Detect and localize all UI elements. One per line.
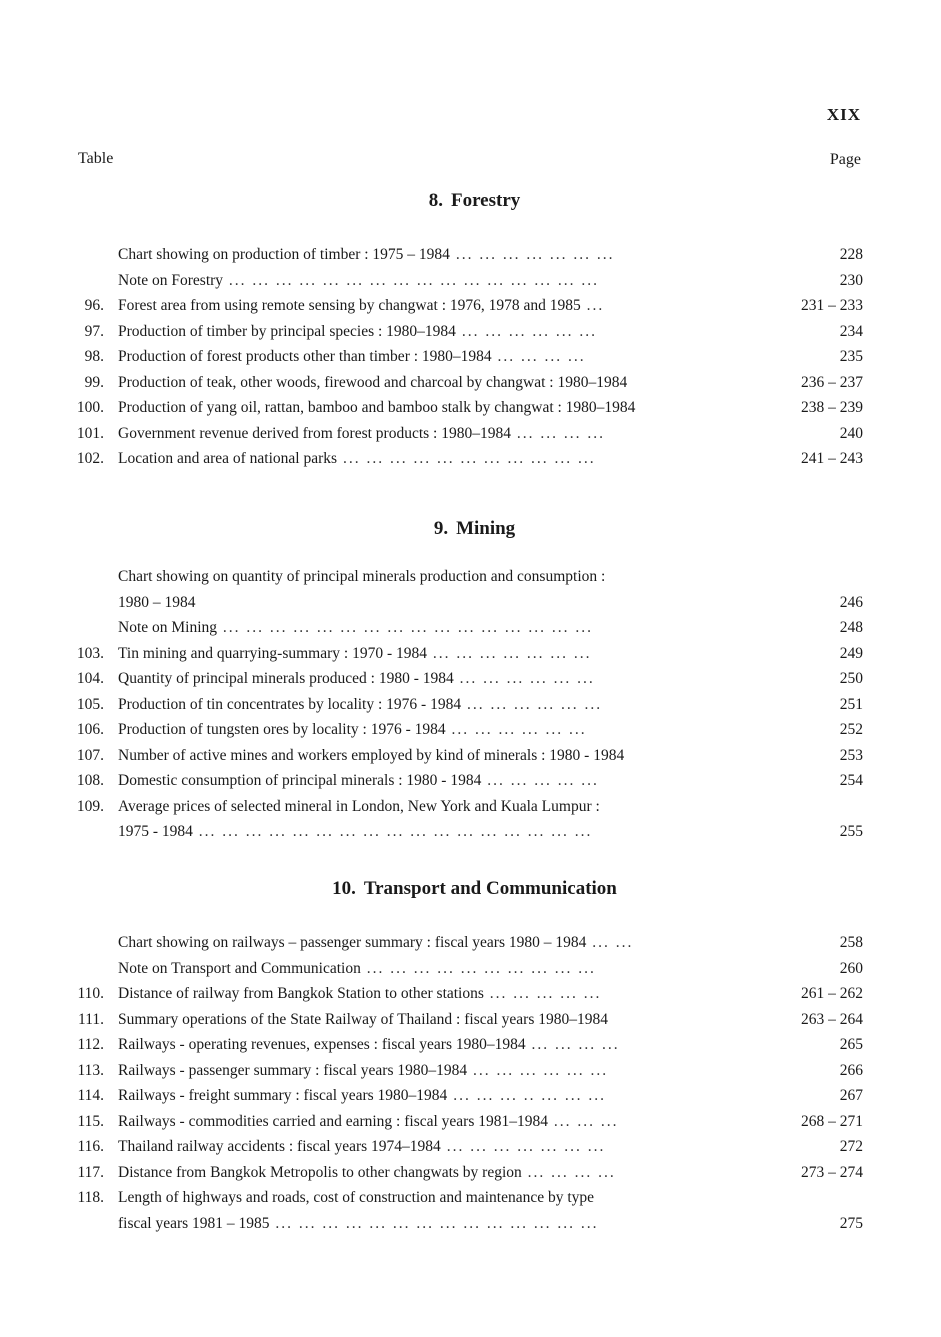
entry-title: Number of active mines and workers employed by kind of minerals : 1980 - 1984 [118,746,625,764]
toc-entry-continuation [0,590,941,616]
entry-title: Production of forest products other than timber : 1980–1984 [118,348,492,365]
toc-entry[interactable] [0,319,941,345]
toc-entry[interactable] [0,1058,941,1084]
entry-number: 115. [77,1112,104,1130]
entry-title: Railways - commodities carried and earning : fiscal years 1981–1984 [118,1112,548,1130]
entry-page: 261 – 262 [801,985,863,1002]
entry-title-wrap [118,268,768,294]
section-number: 9. [433,518,449,539]
section-title-text: Forestry [450,190,521,211]
dot-leader: ... ... ... ... ... ... ... ... ... ... ... ... ... ... ... ... [217,619,594,636]
entry-page: 268 – 271 [801,1112,863,1130]
toc-entry[interactable] [0,1134,941,1160]
entry-number: 99. [84,373,104,391]
entry-title-wrap [118,446,768,472]
toc-entry[interactable] [0,768,941,794]
entry-number: 98. [84,348,104,365]
page-roman-numeral: XIX [826,105,861,124]
section-number: 10. [332,878,356,899]
entry-number: 100. [76,399,104,416]
entry-page: 250 [839,670,863,687]
dot-leader: ... ... ... ... [525,1036,620,1053]
entry-title-wrap [118,615,768,641]
entry-page: 252 [839,721,863,738]
entry-title-wrap [118,319,768,345]
entry-title: Location and area of national parks [118,450,338,467]
entry-title: Distance from Bangkok Metropolis to other changwats by region [118,1163,522,1181]
entry-page: 260 [839,959,863,977]
section-title [0,190,941,220]
entry-title: Government revenue derived from forest products : 1980–1984 [118,424,511,442]
section-title-text: Transport and Communication [363,878,617,899]
toc-entry[interactable] [0,564,941,590]
toc-entry[interactable] [0,692,941,718]
entry-page: 267 [839,1087,863,1104]
entry-title-wrap [118,1134,768,1160]
dot-leader: ... ... ... ... ... ... [455,322,597,340]
section-mining [0,518,941,845]
entry-page: 238 – 239 [801,399,863,416]
entry-title: Thailand railway accidents : fiscal years 1974–1984 [118,1138,441,1155]
toc-entry[interactable] [0,641,941,667]
entry-page: 231 – 233 [801,297,863,314]
section-title [0,878,941,908]
entry-title: Railways - operating revenues, expenses : fiscal years 1980–1984 [118,1036,526,1053]
entry-title: Production of tungsten ores by locality : 1976 - 1984 [118,721,446,738]
entry-title: Production of tin concentrates by locality : 1976 - 1984 [118,695,462,713]
entry-page: 230 [839,271,863,289]
entry-title-wrap [118,1058,768,1084]
entry-title-wrap [118,768,768,794]
entry-page: 236 – 237 [801,373,863,391]
toc-entry[interactable] [0,395,941,421]
entry-number: 103. [76,644,104,662]
entry-title: Domestic consumption of principal minerals : 1980 - 1984 [118,772,482,789]
section-title [0,518,941,548]
entry-title: Production of timber by principal species : 1980–1984 [118,322,456,340]
entry-title: Length of highways and roads, cost of construction and maintenance by type [118,1189,595,1206]
entry-number: 97. [84,322,104,340]
entry-number: 116. [77,1138,104,1155]
dot-leader: ... ... ... ... ... [481,772,599,789]
dot-leader: ... ... ... [548,1112,619,1130]
section-title-text: Mining [456,518,516,539]
dot-leader: ... ... ... ... ... ... [453,670,595,687]
dot-leader: ... ... ... .. ... ... ... [447,1087,606,1104]
entry-number: 108. [76,772,104,789]
toc-entry[interactable] [0,666,941,692]
entry-number: 110. [77,985,104,1002]
entry-title-wrap [118,293,768,319]
entry-title: Chart showing on railways – passenger summary : fiscal years 1980 – 1984 [118,934,587,951]
toc-entry[interactable] [0,956,941,982]
dot-leader: ... ... ... ... ... ... [445,721,587,738]
toc-entry[interactable] [0,1160,941,1186]
entry-title-wrap [118,344,768,370]
entry-page: 246 [839,593,863,611]
dot-leader: ... ... ... ... [521,1163,616,1181]
dot-leader: ... ... ... ... ... ... [461,695,603,713]
entry-continuation-text: fiscal years 1981 – 1985 [118,1214,270,1232]
entry-page: 255 [839,823,863,840]
entry-title-wrap [118,1160,768,1186]
entry-page: 240 [839,424,863,442]
dot-leader: ... [580,297,605,314]
entry-page: 234 [839,322,863,340]
entry-page: 241 – 243 [801,450,863,467]
entry-title: Production of teak, other woods, firewood and charcoal by changwat : 1980–1984 [118,373,628,391]
section-forestry [0,190,941,472]
table-column-header: Table [78,150,114,167]
entry-number: 109. [76,797,104,815]
entry-title-wrap [118,1032,768,1058]
entry-title-wrap [118,794,768,820]
toc-entry[interactable] [0,268,941,294]
entry-number: 96. [84,297,104,314]
entry-page: 251 [839,695,863,713]
entry-title: Note on Transport and Communication [118,959,361,977]
toc-entry[interactable] [0,1083,941,1109]
dot-leader: ... ... ... ... [491,348,586,365]
entry-title-wrap [118,956,768,982]
toc-entry[interactable] [0,930,941,956]
entry-number: 114. [77,1087,104,1104]
entry-number: 113. [77,1061,104,1079]
entry-title: Quantity of principal minerals produced : 1980 - 1984 [118,670,454,687]
entry-page: 254 [839,772,863,789]
page-column-header: Page [829,151,861,168]
dot-leader: ... ... ... ... ... ... ... ... ... ... ... ... ... ... ... ... ... [192,823,593,840]
dot-leader: ... ... ... ... ... ... ... [426,644,592,662]
entry-title-wrap [118,421,768,447]
entry-title-wrap [118,395,768,421]
dot-leader: ... ... ... ... ... ... ... ... ... ... [360,959,596,977]
entry-title: Note on Forestry [118,271,224,289]
toc-entry[interactable] [0,717,941,743]
entry-number: 118. [77,1189,104,1206]
entry-page: 266 [839,1061,863,1079]
entry-title-wrap [118,1185,768,1211]
entry-title: Note on Mining [118,619,218,636]
toc-entry-continuation [0,819,941,845]
toc-entry[interactable] [0,242,941,268]
toc-entry-continuation [0,1211,941,1237]
entry-continuation-text: 1980 – 1984 [118,593,196,611]
toc-entry[interactable] [0,794,941,820]
entry-title-wrap [118,743,768,769]
toc-entry[interactable] [0,293,941,319]
entry-page: 253 [839,746,863,764]
dot-leader: ... ... ... ... ... ... [467,1061,609,1079]
entry-page: 235 [839,348,863,365]
entry-continuation-wrap [118,590,768,616]
entry-number: 105. [76,695,104,713]
toc-entry[interactable] [0,1109,941,1135]
dot-leader: ... ... ... ... ... ... ... ... ... ... ... ... ... ... [269,1214,599,1232]
dot-leader: ... ... [586,934,634,951]
entry-continuation-wrap [118,819,768,845]
entry-title-wrap [118,1109,768,1135]
entry-title: Tin mining and quarrying-summary : 1970 - 1984 [118,644,427,662]
entry-number: 107. [76,746,104,764]
entry-continuation-text: 1975 - 1984 [118,823,193,840]
entry-page: 265 [839,1036,863,1053]
entry-number: 102. [76,450,104,467]
entry-title-wrap [118,1083,768,1109]
entry-title: Railways - passenger summary : fiscal years 1980–1984 [118,1061,468,1079]
entry-page: 273 – 274 [801,1163,863,1181]
entry-page: 248 [839,619,863,636]
entry-title: Production of yang oil, rattan, bamboo and bamboo stalk by changwat : 1980–1984 [118,399,636,416]
entry-page: 263 – 264 [801,1010,863,1028]
toc-entry[interactable] [0,446,941,472]
entry-number: 106. [76,721,104,738]
entry-title: Forest area from using remote sensing by changwat : 1976, 1978 and 1985 [118,297,581,314]
entry-page: 228 [839,246,863,263]
entry-number: 101. [76,424,104,442]
entry-title: Chart showing on quantity of principal minerals production and consumption : [118,568,606,585]
dot-leader: ... ... ... ... ... ... ... ... ... ... ... [337,450,596,467]
section-number: 8. [428,190,443,211]
toc-entry[interactable] [0,1007,941,1033]
entry-number: 112. [77,1036,104,1053]
entry-title-wrap [118,242,768,268]
toc-entry[interactable] [0,1032,941,1058]
section-transport-communication [0,878,941,1236]
dot-leader: ... ... ... ... [511,424,605,442]
dot-leader: ... ... ... ... ... ... ... [449,246,615,263]
entry-title-wrap [118,641,768,667]
entry-title-wrap [118,564,768,590]
entry-number: 117. [77,1163,104,1181]
entry-continuation-wrap [118,1211,768,1237]
toc-entry[interactable] [0,370,941,396]
entry-title: Summary operations of the State Railway of Thailand : fiscal years 1980–1984 [118,1010,609,1028]
dot-leader: ... ... ... ... ... ... ... [440,1138,606,1155]
entry-title-wrap [118,717,768,743]
entry-number: 104. [76,670,104,687]
toc-entry[interactable] [0,981,941,1007]
toc-entry[interactable] [0,1185,941,1211]
dot-leader: ... ... ... ... ... ... ... ... ... ... ... ... ... ... ... ... [223,271,600,289]
entry-page: 249 [839,644,863,662]
entry-title-wrap [118,981,768,1007]
entry-title: Railways - freight summary : fiscal years 1980–1984 [118,1087,448,1104]
entry-number: 111. [78,1010,104,1028]
entry-title-wrap [118,930,768,956]
dot-leader: ... ... ... ... ... [483,985,602,1002]
entry-title-wrap [118,666,768,692]
entry-title: Chart showing on production of timber : 1975 – 1984 [118,246,450,263]
entry-title: Distance of railway from Bangkok Station to other stations [118,985,484,1002]
entry-page: 258 [839,934,863,951]
entry-page: 275 [839,1214,863,1232]
toc-entry[interactable] [0,743,941,769]
entry-title: Average prices of selected mineral in London, New York and Kuala Lumpur : [118,797,600,815]
entry-title-wrap [118,370,768,396]
toc-entry[interactable] [0,615,941,641]
toc-entry[interactable] [0,421,941,447]
entry-title-wrap [118,692,768,718]
toc-entry[interactable] [0,344,941,370]
entry-title-wrap [118,1007,768,1033]
entry-page: 272 [839,1138,863,1155]
